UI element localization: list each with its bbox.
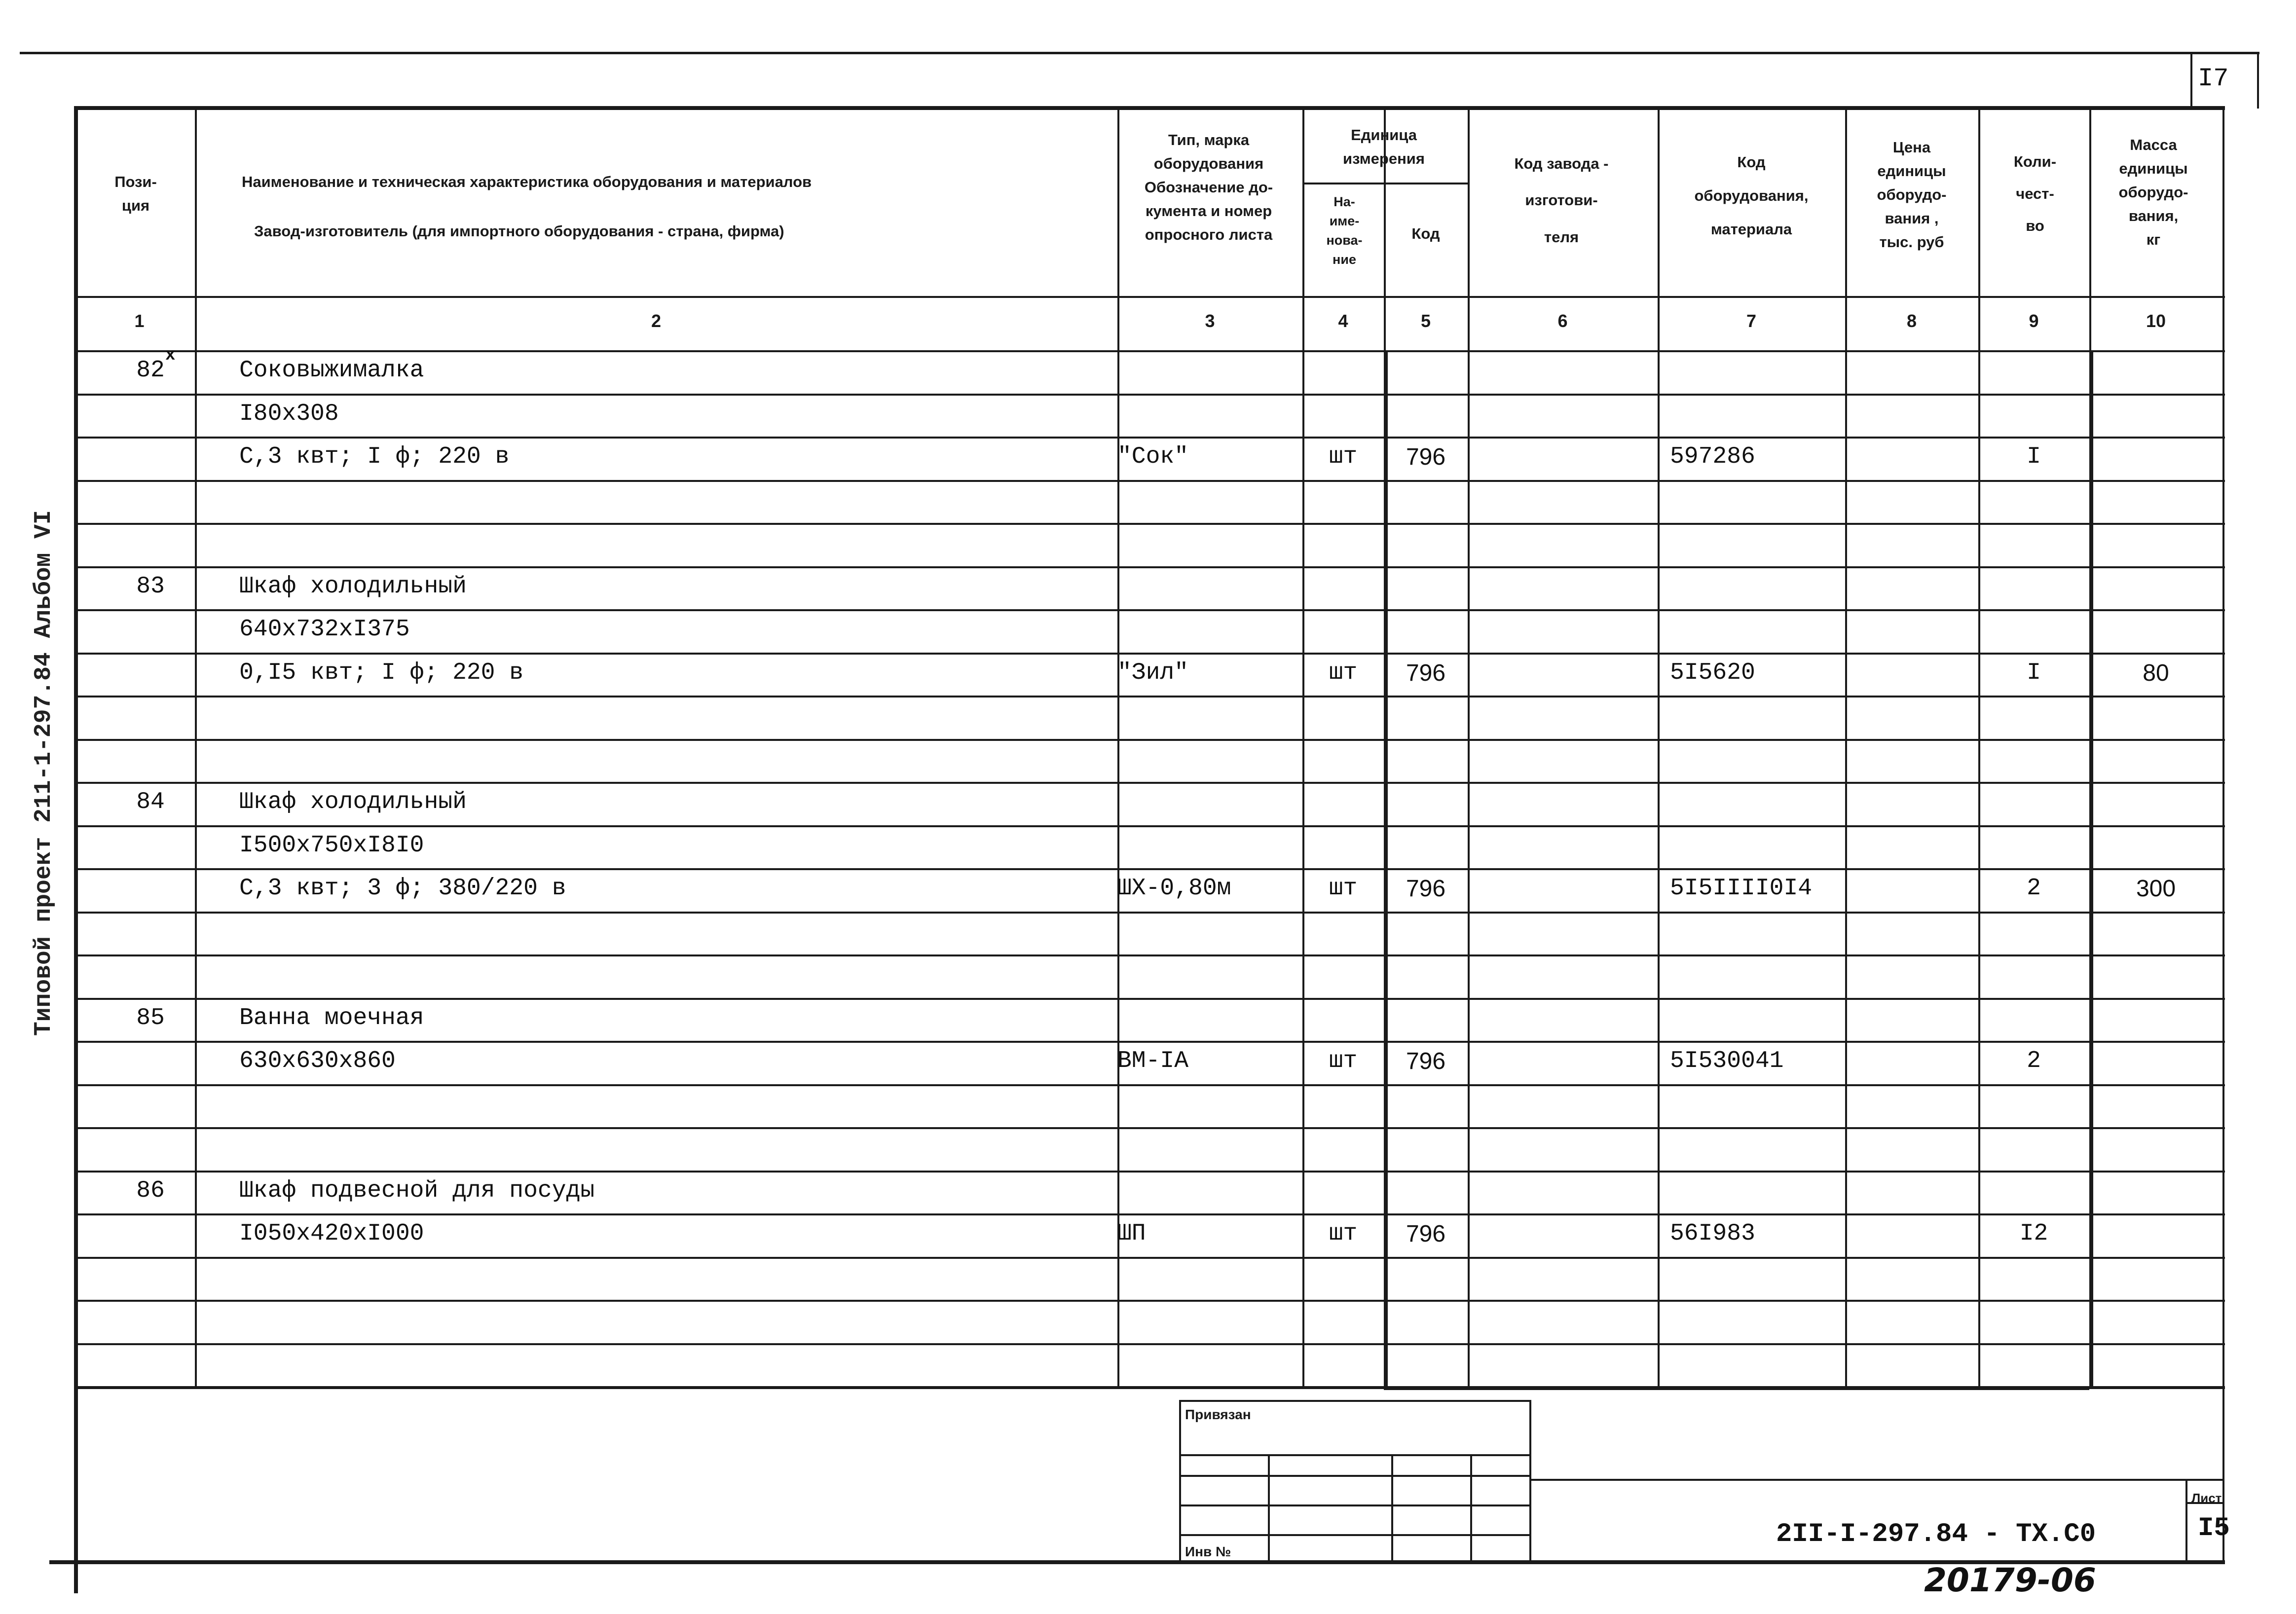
column-number: 4 [1338, 311, 1348, 331]
column-number: 2 [651, 311, 662, 331]
type-cell: ШХ-0,80м [1117, 875, 1231, 902]
header-price: Цена единицы оборудо- вания , тыс. руб [1877, 139, 1947, 251]
equipment-code-cell: 5I530041 [1670, 1048, 1784, 1074]
position-cell: 85 [136, 1004, 165, 1031]
type-cell: "Сок" [1117, 443, 1189, 470]
position-cell: 83 [136, 573, 165, 600]
column-number: 6 [1557, 311, 1568, 331]
name-cell: Соковыжималка [239, 357, 424, 384]
quantity-cell: I [2027, 443, 2041, 470]
unit-code-cell: 796 [1406, 876, 1446, 902]
header-quantity: Коли- чест- во [2013, 153, 2057, 235]
sheet-label: Лист [2191, 1491, 2222, 1505]
unit-cell: шт [1329, 1048, 1358, 1074]
column-number: 7 [1746, 311, 1757, 331]
unit-code-cell: 796 [1406, 444, 1446, 470]
name-cell: Ванна моечная [239, 1004, 424, 1031]
column-number: 10 [2146, 311, 2166, 331]
header-unit-name: На- име- нова- ние [1326, 194, 1363, 267]
type-cell: ВМ-IА [1117, 1048, 1189, 1074]
header-factory-code: Код завода - изготови- теля [1514, 155, 1609, 246]
sheet-number: I5 [2198, 1513, 2230, 1543]
type-cell: ШП [1117, 1220, 1146, 1247]
column-number: 3 [1205, 311, 1215, 331]
equipment-code-cell: 5I5IIII0I4 [1670, 875, 1813, 902]
unit-code-cell: 796 [1406, 660, 1446, 686]
page-number: I7 [2198, 64, 2229, 93]
handwritten-number: 20179-06 [1924, 1561, 2096, 1599]
mass-cell: 300 [2136, 876, 2176, 902]
quantity-cell: 2 [2027, 1048, 2041, 1074]
name-cell: С,3 квт; 3 ф; 380/220 в [239, 875, 566, 902]
header-equipment-code: Код оборудования, материала [1694, 153, 1809, 238]
position-cell: 86 [136, 1177, 165, 1204]
name-cell: 630x630x860 [239, 1048, 396, 1074]
header-name-line1: Наименование и техническая характеристика оборудования и материалов [242, 173, 812, 190]
name-cell: Шкаф холодильный [239, 789, 467, 815]
column-number: 1 [134, 311, 145, 331]
header-unit-group: Единица измерения [1343, 126, 1425, 168]
equipment-code-cell: 5I5620 [1670, 659, 1755, 686]
unit-code-cell: 796 [1406, 1221, 1446, 1247]
name-cell: Шкаф холодильный [239, 573, 467, 600]
equipment-code-cell: 597286 [1670, 443, 1755, 470]
quantity-cell: 2 [2027, 875, 2041, 902]
column-number: 5 [1420, 311, 1431, 331]
quantity-cell: I2 [2019, 1220, 2048, 1247]
quantity-cell: I [2027, 659, 2041, 686]
stamp-attached-label: Привязан [1185, 1407, 1251, 1422]
unit-cell: шт [1329, 1220, 1358, 1247]
position-superscript: x [165, 346, 176, 365]
header-position: Пози- ция [114, 173, 157, 215]
mass-cell: 80 [2143, 660, 2169, 686]
side-caption: Типовой проект 211-1-297.84 Альбом VI [31, 510, 57, 1036]
name-cell: 0,I5 квт; I ф; 220 в [239, 659, 524, 686]
header-name-line2: Завод-изготовитель (для импортного оборудования - страна, фирма) [254, 222, 784, 240]
column-number: 8 [1906, 311, 1917, 331]
name-cell: I500x750xI8I0 [239, 832, 424, 859]
name-cell: С,3 квт; I ф; 220 в [239, 443, 510, 470]
name-cell: Шкаф подвесной для посуды [239, 1177, 595, 1204]
name-cell: I050x420xI000 [239, 1220, 424, 1247]
name-cell: 640x732xI375 [239, 616, 410, 643]
header-unit-code: Код [1411, 225, 1440, 242]
unit-cell: шт [1329, 443, 1358, 470]
stamp-inv-label: Инв № [1185, 1544, 1231, 1559]
unit-code-cell: 796 [1406, 1048, 1446, 1074]
position-cell: 84 [136, 789, 165, 815]
position-cell: 82 [136, 357, 165, 384]
unit-cell: шт [1329, 659, 1358, 686]
type-cell: "Зил" [1117, 659, 1189, 686]
equipment-code-cell: 56I983 [1670, 1220, 1755, 1247]
unit-cell: шт [1329, 875, 1358, 902]
header-mass: Масса единицы оборудо- вания, кг [2118, 136, 2188, 249]
name-cell: I80x308 [239, 400, 339, 427]
header-type: Тип, марка оборудования Обозначение до- кумента и номер опросного листа [1144, 131, 1273, 244]
column-number: 9 [2029, 311, 2039, 331]
document-code: 2II-I-297.84 - ТХ.С0 [1776, 1519, 2096, 1549]
